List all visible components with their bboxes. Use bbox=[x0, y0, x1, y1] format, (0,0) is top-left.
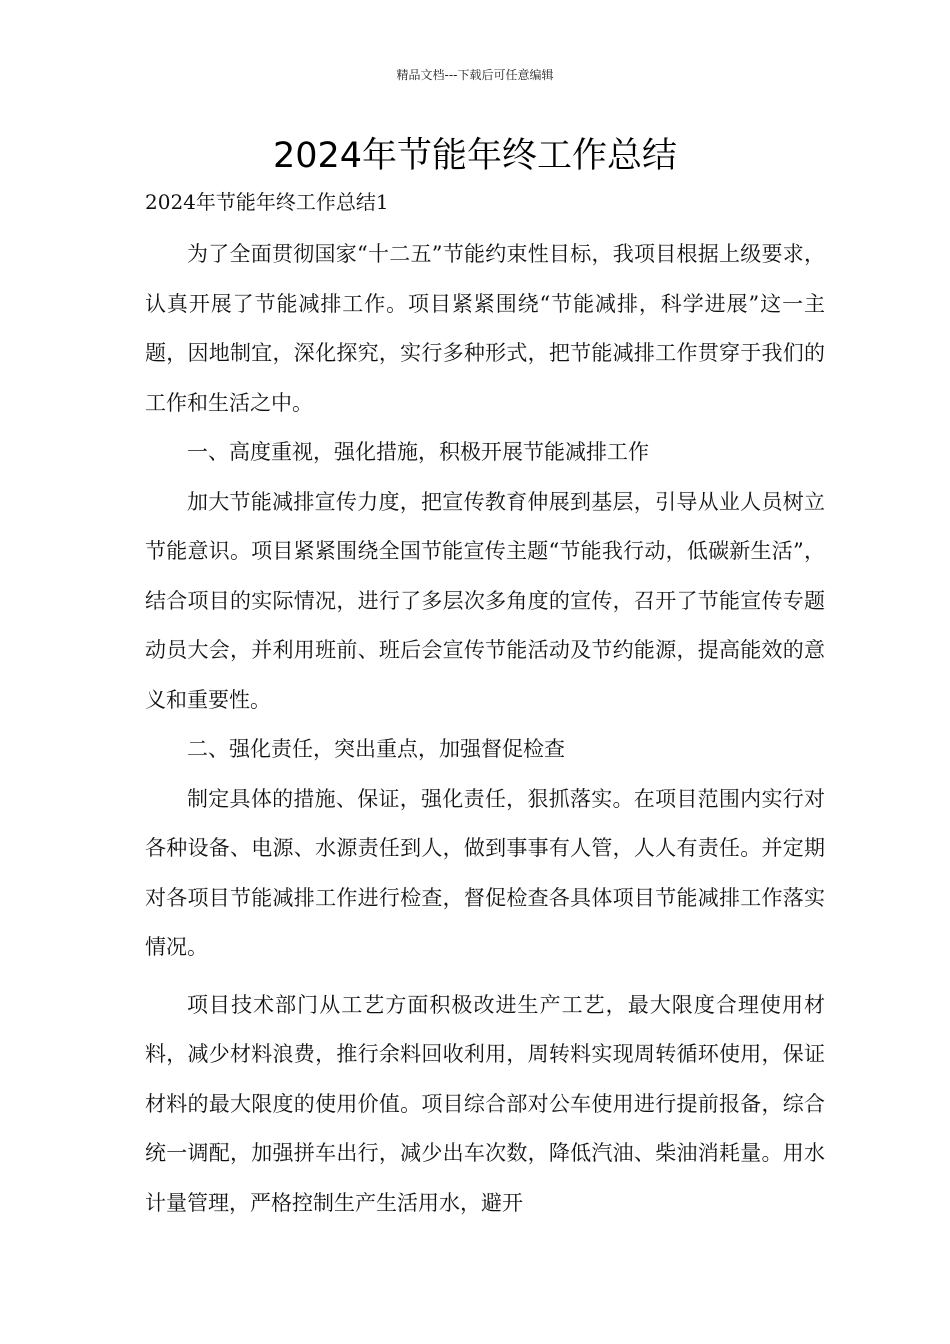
paragraph-technical: 项目技术部门从工艺方面积极改进生产工艺，最大限度合理使用材料，减少材料浪费，推行余料回收利用，周转料实现周转循环使用，保证材料的最大限度的使用价值。项目综合部对公车使用进行提前报备，综合统一调配，加强拼车出行，减少出车次数，降低汽油、柴油消耗量。用水计量管理，严格控制生产生活用水，避开 bbox=[145, 992, 825, 1215]
section-heading-1: 一、高度重视，强化措施，积极开展节能减排工作 bbox=[187, 440, 649, 464]
section-heading-2: 二、强化责任，突出重点，加强督促检查 bbox=[187, 737, 565, 761]
document-body bbox=[145, 230, 825, 1228]
section-subtitle: 2024年节能年终工作总结1 bbox=[145, 190, 389, 214]
paragraph-intro: 为了全面贯彻国家“十二五”节能约束性目标，我项目根据上级要求，认真开展了节能减排工作。项目紧紧围绕“节能减排，科学进展”这一主题，因地制宜，深化探究，实行多种形式，把节能减排工作贯穿于我们的工作和生活之中。 bbox=[145, 242, 825, 415]
paragraph-responsibility: 制定具体的措施、保证，强化责任，狠抓落实。在项目范围内实行对各种设备、电源、水源责任到人，做到事事有人管，人人有责任。并定期对各项目节能减排工作进行检查，督促检查各具体项目节能减排工作落实情况。 bbox=[145, 786, 825, 959]
header-note: 精品文档---下载后可任意编辑 bbox=[396, 68, 554, 82]
paragraph-publicity: 加大节能减排宣传力度，把宣传教育伸展到基层，引导从业人员树立节能意识。项目紧紧围绕全国节能宣传主题“节能我行动，低碳新生活”，结合项目的实际情况，进行了多层次多角度的宣传，召开了节能宣传专题动员大会，并利用班前、班后会宣传节能活动及节约能源，提高能效的意义和重要性。 bbox=[145, 489, 825, 712]
document-title: 2024年节能年终工作总结 bbox=[272, 136, 678, 176]
